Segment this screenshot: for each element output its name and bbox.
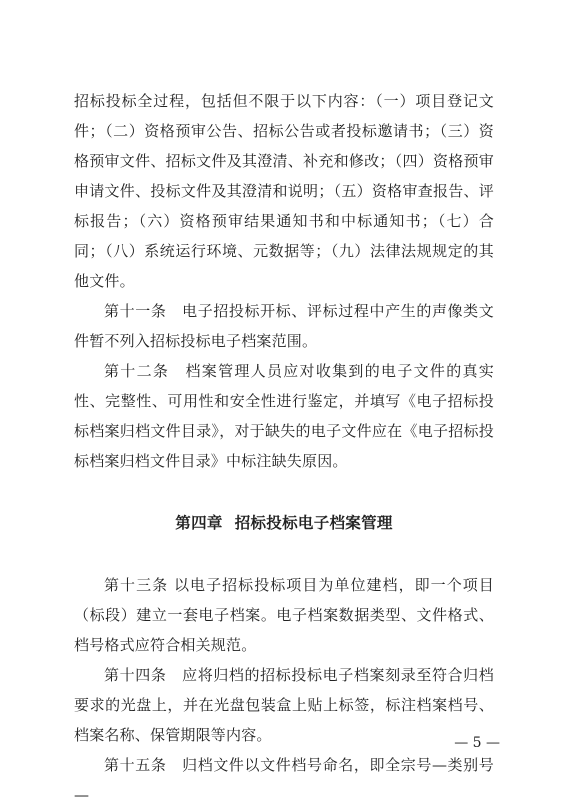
paragraph-article-11: 第十一条 电子招投标开标、评标过程中产生的声像类文件暂不列入招标投标电子档案范围。 bbox=[74, 302, 494, 350]
chapter-title: 招标投标电子档案管理 bbox=[234, 514, 393, 532]
paragraph-item-list: 招标投标全过程，包括但不限于以下内容：（一）项目登记文件；（二）资格预审公告、招标公告或者投标邀请书；（三）资格预审文件、招标文件及其澄清、补充和修改；（四）资格预审申请文件、投标文件及其澄清和说明；（五）资格审查报告、评标报告；（六）资格预审结果通知书和中标通知书；（七）合同；（八）系统运行环境、元数据等；（九）法律法规规定的其他文件。 bbox=[74, 92, 494, 290]
chapter-number: 第四章 bbox=[175, 514, 223, 532]
page-number: — 5 — bbox=[454, 735, 500, 751]
paragraph-article-15: 第十五条 归档文件以文件档号命名，即全宗号—类别号— bbox=[74, 756, 494, 804]
document-body bbox=[74, 86, 494, 810]
paragraph-article-14: 第十四条 应将归档的招标投标电子档案刻录至符合归档要求的光盘上，并在光盘包装盒上贴上标签，标注档案档号、档案名称、保管期限等内容。 bbox=[74, 666, 494, 744]
chapter-heading bbox=[74, 508, 494, 538]
paragraph-article-13: 第十三条 以电子招标投标项目为单位建档，即一个项目（标段）建立一套电子档案。电子档案数据类型、文件格式、档号格式应符合相关规范。 bbox=[74, 576, 494, 654]
paragraph-article-12: 第十二条 档案管理人员应对收集到的电子文件的真实性、完整性、可用性和安全性进行鉴定，并填写《电子招标投标档案归档文件目录》，对于缺失的电子文件应在《电子招标投标档案归档文件目录》中标注缺失原因。 bbox=[74, 362, 494, 470]
